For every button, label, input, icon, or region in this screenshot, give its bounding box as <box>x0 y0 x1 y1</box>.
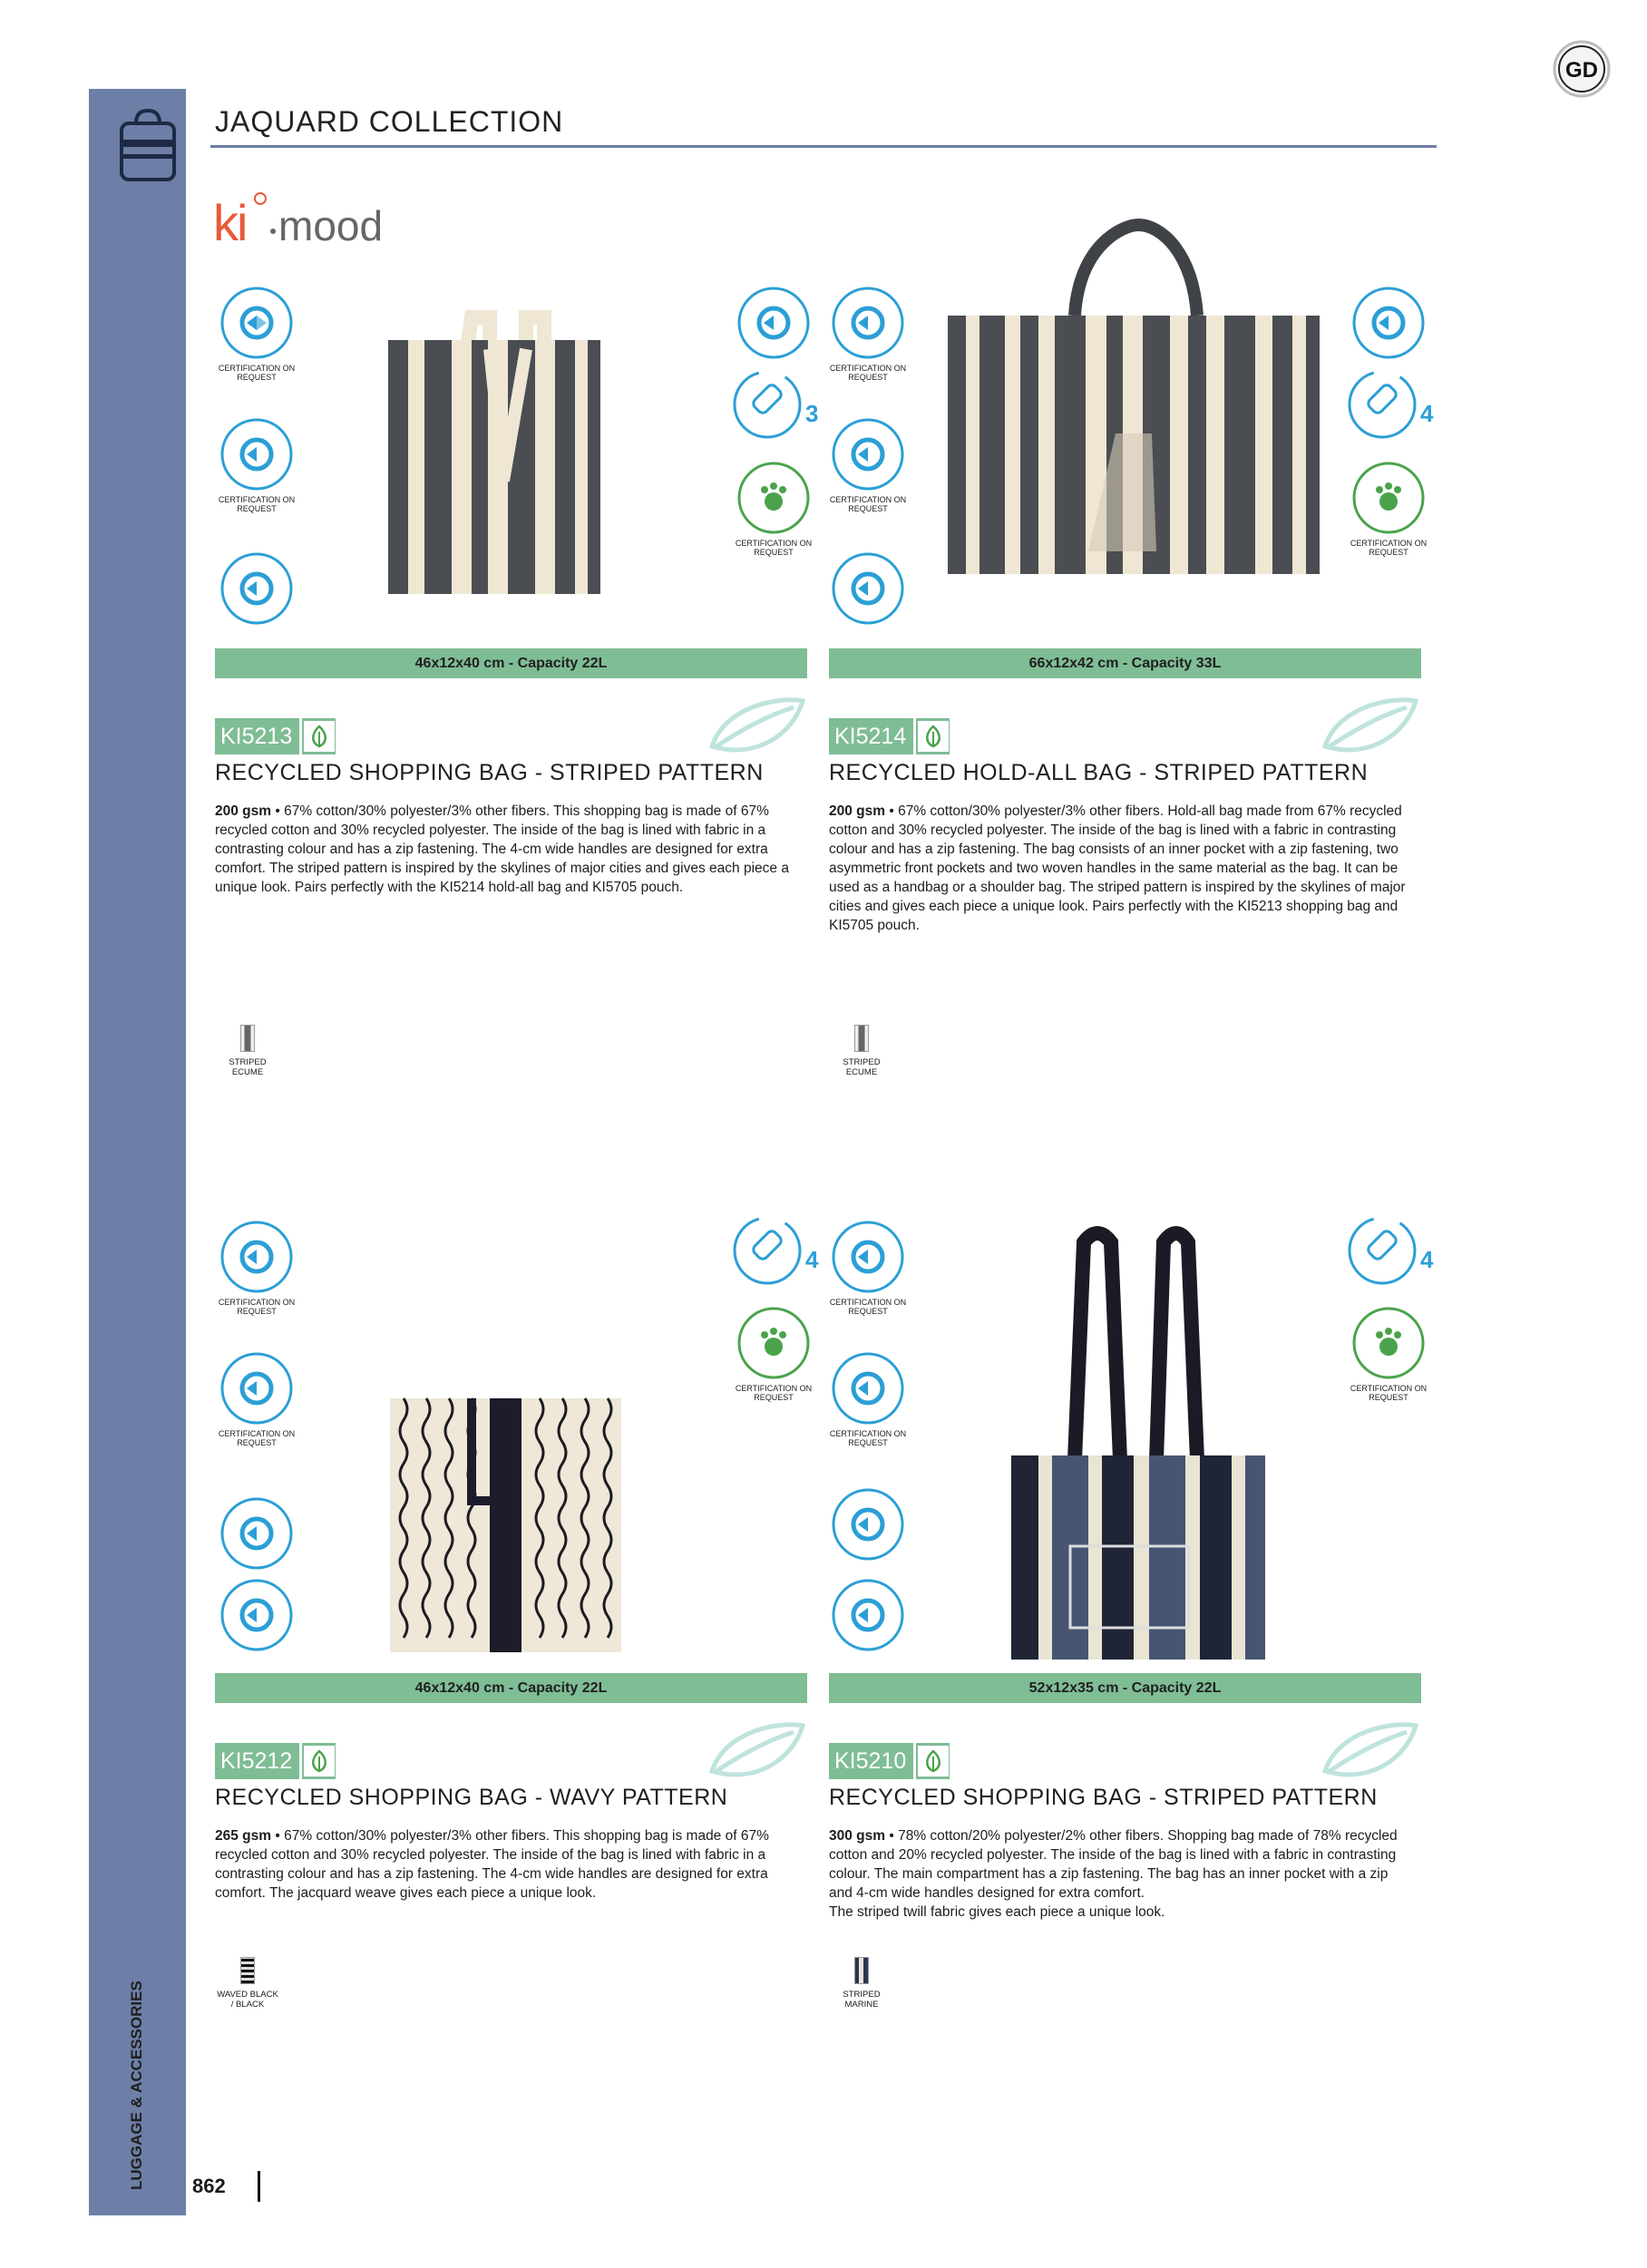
dimensions-bar: 46x12x40 cm - Capacity 22L <box>215 648 807 678</box>
section-sidebar <box>89 89 186 2215</box>
vegan-icon <box>1351 461 1426 535</box>
post-consumer-icon <box>831 1578 905 1652</box>
swatch-chip <box>240 1025 255 1052</box>
vegan-badge: CERTIFICATION ON REQUEST <box>1348 461 1429 557</box>
recycled-cotton-badge: CERTIFICATION ON REQUEST <box>827 417 909 513</box>
vegan-icon <box>736 461 811 535</box>
page-number-divider <box>258 2171 260 2202</box>
recycled-polyester-badge: CERTIFICATION ON REQUEST <box>216 286 297 382</box>
gd-logo <box>1553 40 1611 98</box>
vegan-icon <box>1351 1306 1426 1380</box>
recycled-polyester-icon <box>831 1220 905 1294</box>
color-swatch[interactable]: STRIPED MARINE <box>830 1957 893 2010</box>
vegan-badge: CERTIFICATION ON REQUEST <box>733 1306 814 1402</box>
recycled-polyester-badge: CERTIFICATION ON REQUEST <box>216 1220 297 1316</box>
recycled-bottle-icon <box>1348 367 1434 442</box>
product-title: RECYCLED HOLD-ALL BAG - STRIPED PATTERN <box>829 760 1369 785</box>
post-consumer-badge <box>216 1578 297 1652</box>
product-code: KI5213 <box>215 718 336 754</box>
dimensions-bar: 66x12x42 cm - Capacity 33L <box>829 648 1421 678</box>
recycled-cotton-icon <box>831 417 905 492</box>
svg-text:GD: GD <box>1565 58 1598 83</box>
pre-consumer-badge <box>216 551 297 626</box>
vegan-badge: CERTIFICATION ON REQUEST <box>1348 1306 1429 1402</box>
recycled-cotton-badge: CERTIFICATION ON REQUEST <box>216 417 297 513</box>
product-image <box>1002 1220 1274 1664</box>
recycled-cotton-icon <box>831 1351 905 1426</box>
product-title: RECYCLED SHOPPING BAG - STRIPED PATTERN <box>215 760 764 785</box>
dimensions-bar: 46x12x40 cm - Capacity 22L <box>215 1673 807 1703</box>
recycled-bottle-icon <box>733 367 819 442</box>
pre-consumer-badge <box>216 1496 297 1571</box>
recycled-polyester-badge: CERTIFICATION ON REQUEST <box>827 1220 909 1316</box>
recycled-polyester-badge: CERTIFICATION ON REQUEST <box>827 286 909 382</box>
product-title: RECYCLED SHOPPING BAG - STRIPED PATTERN <box>829 1785 1378 1810</box>
pre-consumer-icon <box>831 551 905 626</box>
product-code: KI5210 <box>829 1743 950 1779</box>
post-consumer-badge <box>733 286 814 360</box>
svg-text:4: 4 <box>805 1246 819 1273</box>
swatch-chip <box>854 1025 869 1052</box>
dimensions-bar: 52x12x35 cm - Capacity 22L <box>829 1673 1421 1703</box>
pre-consumer-icon <box>219 551 294 626</box>
header-divider <box>210 145 1437 148</box>
product-image <box>939 225 1329 579</box>
recycled-polyester-icon <box>219 1220 294 1294</box>
svg-text:4: 4 <box>1420 400 1434 427</box>
recycled-bottle-icon <box>1348 1213 1434 1288</box>
vegan-icon <box>736 1306 811 1380</box>
pre-consumer-badge <box>827 1487 909 1562</box>
recycled-cotton-icon <box>219 417 294 492</box>
post-consumer-icon <box>219 1578 294 1652</box>
product-description: 265 gsm • 67% cotton/30% polyester/3% other fibers. This shopping bag is made of 67% recycled cotton and 30% recycled polyester. The inside of the bag is lined with fabric in a contrasting colour and has a zip fastening. The 4-cm wide handles are designed for extra comfort. The jacquard weave gives each piece a unique look. <box>215 1828 769 1901</box>
product-description: 200 gsm • 67% cotton/30% polyester/3% other fibers. This shopping bag is made of 67% recycled cotton and 30% recycled polyester. The inside of the bag is lined with fabric in a contrasting colour and has a zip fastening. The 4-cm wide handles are designed for extra comfort. The striped pattern is inspired by the skylines of major cities and gives each piece a unique look. Pairs perfectly with the KI5214 hold-all bag and KI5705 pouch. <box>215 803 789 895</box>
color-swatch[interactable]: WAVED BLACK / BLACK <box>216 1957 279 2010</box>
recycled-polyester-icon <box>219 286 294 360</box>
swatch-chip <box>240 1957 255 1984</box>
product-image <box>381 313 608 599</box>
eco-leaf-icon <box>1321 1721 1420 1785</box>
brand-logo <box>213 186 399 258</box>
svg-text:ki: ki <box>213 194 247 251</box>
svg-text:mood: mood <box>278 202 384 249</box>
leaf-icon <box>309 725 329 748</box>
bottle-badge <box>1348 1213 1434 1288</box>
bag-icon <box>116 107 180 185</box>
color-swatch[interactable]: STRIPED ECUME <box>216 1025 279 1077</box>
vegan-badge: CERTIFICATION ON REQUEST <box>733 461 814 557</box>
post-consumer-badge <box>1348 286 1429 360</box>
pre-consumer-icon <box>219 1496 294 1571</box>
swatch-chip <box>854 1957 869 1984</box>
recycled-cotton-icon <box>219 1351 294 1426</box>
post-consumer-icon <box>736 286 811 360</box>
bottle-badge <box>733 1213 819 1288</box>
leaf-icon <box>923 725 943 748</box>
product-description: 200 gsm • 67% cotton/30% polyester/3% other fibers. Hold-all bag made from 67% recycled cotton and 30% recycled polyester. The inside of the bag is lined with a fabric in contrasting colour and has a zip fastening. The bag consists of an inner pocket with a zip fastening, two asymmetric front pockets and two woven handles in the same material as the bag. It can be used as a handbag or a shoulder bag. The striped pattern is inspired by the skylines of major cities and gives each piece a unique look. Pairs perfectly with the KI5213 shopping bag and KI5705 pouch. <box>829 803 1406 933</box>
bottle-badge <box>1348 367 1434 442</box>
page-number: 862 <box>192 2175 226 2197</box>
product-code: KI5212 <box>215 1743 336 1779</box>
post-consumer-badge <box>827 1578 909 1652</box>
bottle-badge <box>733 367 819 442</box>
pre-consumer-badge <box>827 551 909 626</box>
color-swatch[interactable]: STRIPED ECUME <box>830 1025 893 1077</box>
post-consumer-icon <box>1351 286 1426 360</box>
product-title: RECYCLED SHOPPING BAG - WAVY PATTERN <box>215 1785 728 1810</box>
product-code: KI5214 <box>829 718 950 754</box>
page-title: JAQUARD COLLECTION <box>215 105 564 138</box>
svg-text:3: 3 <box>805 400 819 427</box>
category-label: LUGGAGE & ACCESSORIES <box>128 1981 145 2190</box>
svg-text:4: 4 <box>1420 1246 1434 1273</box>
recycled-polyester-icon <box>831 286 905 360</box>
recycled-cotton-badge: CERTIFICATION ON REQUEST <box>827 1351 909 1447</box>
eco-leaf-icon <box>1321 696 1420 760</box>
recycled-bottle-icon <box>733 1213 819 1288</box>
recycled-cotton-badge: CERTIFICATION ON REQUEST <box>216 1351 297 1447</box>
product-description: 300 gsm • 78% cotton/20% polyester/2% other fibers. Shopping bag made of 78% recycled cotton and 20% recycled polyester. The inside of the bag is lined with a fabric in contrasting colour. The main compartment has a zip fastening. The bag has an inner pocket with a zip and 4-cm wide handles designed for extra comfort. The striped twill fabric gives each piece a unique look. <box>829 1828 1398 1920</box>
pre-consumer-icon <box>831 1487 905 1562</box>
leaf-icon <box>309 1749 329 1773</box>
eco-leaf-icon <box>707 1721 807 1785</box>
eco-leaf-icon <box>707 696 807 760</box>
leaf-icon <box>923 1749 943 1773</box>
product-image <box>381 1387 630 1655</box>
